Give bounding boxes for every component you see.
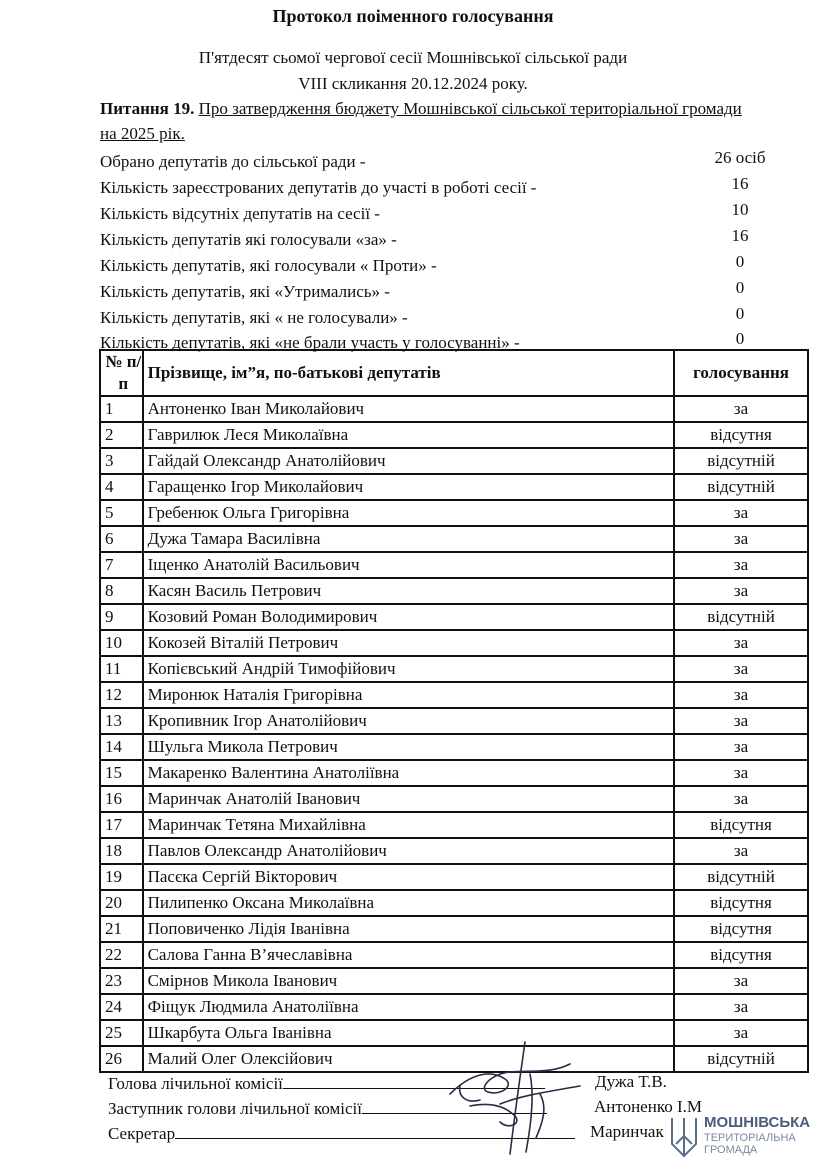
table-row bbox=[100, 448, 808, 474]
vote-result: відсутня bbox=[674, 890, 808, 916]
row-number: 12 bbox=[100, 682, 143, 708]
vote-result: відсутня bbox=[674, 422, 808, 448]
row-number: 15 bbox=[100, 760, 143, 786]
signature-role: Заступник голови лічильної комісії bbox=[108, 1099, 363, 1118]
row-number: 1 bbox=[100, 396, 143, 422]
deputy-name: Маринчак Анатолій Іванович bbox=[143, 786, 675, 812]
col-name-header: Прізвище, ім”я, по-батькові депутатів bbox=[143, 350, 675, 396]
row-number: 26 bbox=[100, 1046, 143, 1072]
watermark-line3: ГРОМАДА bbox=[704, 1144, 758, 1156]
row-number: 18 bbox=[100, 838, 143, 864]
row-number: 3 bbox=[100, 448, 143, 474]
table-row bbox=[100, 552, 808, 578]
row-number: 17 bbox=[100, 812, 143, 838]
vote-result: за bbox=[674, 1020, 808, 1046]
table-row bbox=[100, 864, 808, 890]
deputy-name: Гаврилюк Леся Миколаївна bbox=[143, 422, 675, 448]
row-number: 2 bbox=[100, 422, 143, 448]
stat-label: Кількість депутатів, які « не голосували» - bbox=[100, 308, 408, 327]
voting-table-body bbox=[100, 396, 808, 1072]
table-row bbox=[100, 422, 808, 448]
stat-value: 26 осіб bbox=[714, 148, 766, 167]
deputy-name: Козовий Роман Володимирович bbox=[143, 604, 675, 630]
deputy-name: Гаращенко Ігор Миколайович bbox=[143, 474, 675, 500]
table-row bbox=[100, 604, 808, 630]
table-row bbox=[100, 890, 808, 916]
deputy-name: Фіщук Людмила Анатоліївна bbox=[143, 994, 675, 1020]
table-row bbox=[100, 942, 808, 968]
deputy-name: Гайдай Олександр Анатолійович bbox=[143, 448, 675, 474]
signature-name: Дужа Т.В. bbox=[595, 1072, 667, 1091]
handwritten-signature bbox=[430, 1034, 600, 1159]
table-row bbox=[100, 786, 808, 812]
question-text-2: на 2025 рік. bbox=[100, 124, 185, 143]
vote-result: відсутній bbox=[674, 1046, 808, 1072]
table-row bbox=[100, 682, 808, 708]
row-number: 10 bbox=[100, 630, 143, 656]
table-row bbox=[100, 526, 808, 552]
table-header-row bbox=[100, 350, 808, 396]
deputy-name: Пасєка Сергій Вікторович bbox=[143, 864, 675, 890]
table-row bbox=[100, 630, 808, 656]
deputy-name: Миронюк Наталія Григорівна bbox=[143, 682, 675, 708]
watermark bbox=[666, 1114, 816, 1164]
signature-role: Секретар bbox=[108, 1124, 176, 1143]
row-number: 24 bbox=[100, 994, 143, 1020]
table-row bbox=[100, 396, 808, 422]
document-title: Протокол поіменного голосування bbox=[272, 6, 554, 26]
stat-value: 0 bbox=[735, 304, 745, 323]
row-number: 6 bbox=[100, 526, 143, 552]
question-label: Питання 19. bbox=[100, 99, 195, 118]
question-line-2 bbox=[100, 124, 185, 144]
deputy-name: Копієвський Андрій Тимофійович bbox=[143, 656, 675, 682]
table-row bbox=[100, 760, 808, 786]
vote-result: за bbox=[674, 578, 808, 604]
session-line: П'ятдесят сьомої чергової сесії Мошнівської сільської ради bbox=[198, 48, 628, 67]
vote-result: відсутній bbox=[674, 448, 808, 474]
table-row bbox=[100, 994, 808, 1020]
row-number: 4 bbox=[100, 474, 143, 500]
vote-result: за bbox=[674, 682, 808, 708]
watermark-subtitle bbox=[704, 1132, 796, 1156]
table-row bbox=[100, 708, 808, 734]
deputy-name: Поповиченко Лідія Іванівна bbox=[143, 916, 675, 942]
table-row bbox=[100, 578, 808, 604]
table-row bbox=[100, 812, 808, 838]
watermark-line2: ТЕРИТОРІАЛЬНА bbox=[704, 1132, 796, 1144]
stat-label: Кількість депутатів, які «Утримались» - bbox=[100, 282, 390, 301]
stat-label: Кількість відсутніх депутатів на сесії - bbox=[100, 204, 380, 223]
vote-result: відсутня bbox=[674, 916, 808, 942]
vote-result: відсутній bbox=[674, 474, 808, 500]
vote-result: за bbox=[674, 968, 808, 994]
vote-result: за bbox=[674, 734, 808, 760]
signature-role: Голова лічильної комісії bbox=[108, 1074, 283, 1093]
trident-icon bbox=[668, 1114, 700, 1160]
row-number: 20 bbox=[100, 890, 143, 916]
deputy-name: Пилипенко Оксана Миколаївна bbox=[143, 890, 675, 916]
row-number: 8 bbox=[100, 578, 143, 604]
col-vote-header: голосування bbox=[674, 350, 808, 396]
row-number: 22 bbox=[100, 942, 143, 968]
deputy-name: Салова Ганна В’ячеславівна bbox=[143, 942, 675, 968]
vote-result: за bbox=[674, 786, 808, 812]
row-number: 14 bbox=[100, 734, 143, 760]
signature-name: Маринчак bbox=[590, 1122, 664, 1141]
deputy-name: Павлов Олександр Анатолійович bbox=[143, 838, 675, 864]
stat-label: Кількість зареєстрованих депутатів до участі в роботі сесії - bbox=[100, 178, 537, 197]
vote-result: за bbox=[674, 552, 808, 578]
vote-result: за bbox=[674, 838, 808, 864]
deputy-name: Смірнов Микола Іванович bbox=[143, 968, 675, 994]
vote-result: за bbox=[674, 500, 808, 526]
question-line-1 bbox=[100, 99, 742, 119]
vote-result: за bbox=[674, 994, 808, 1020]
col-number-header: № п/п bbox=[100, 350, 143, 396]
vote-result: за bbox=[674, 656, 808, 682]
deputy-name: Кропивник Ігор Анатолійович bbox=[143, 708, 675, 734]
table-row bbox=[100, 838, 808, 864]
deputy-name: Макаренко Валентина Анатоліївна bbox=[143, 760, 675, 786]
table-row bbox=[100, 734, 808, 760]
stat-label: Кількість депутатів, які голосували « Проти» - bbox=[100, 256, 437, 275]
vote-result: за bbox=[674, 630, 808, 656]
table-row bbox=[100, 474, 808, 500]
vote-result: за bbox=[674, 760, 808, 786]
deputy-name: Гребенюк Ольга Григорівна bbox=[143, 500, 675, 526]
stat-value: 0 bbox=[735, 278, 745, 297]
row-number: 21 bbox=[100, 916, 143, 942]
row-number: 25 bbox=[100, 1020, 143, 1046]
row-number: 9 bbox=[100, 604, 143, 630]
row-number: 5 bbox=[100, 500, 143, 526]
row-number: 13 bbox=[100, 708, 143, 734]
table-row bbox=[100, 916, 808, 942]
stat-value: 0 bbox=[735, 329, 745, 348]
row-number: 19 bbox=[100, 864, 143, 890]
stat-label: Кількість депутатів які голосували «за» - bbox=[100, 230, 397, 249]
row-number: 11 bbox=[100, 656, 143, 682]
vote-result: за bbox=[674, 526, 808, 552]
row-number: 16 bbox=[100, 786, 143, 812]
vote-result: відсутній bbox=[674, 604, 808, 630]
convocation-date-line: VIII скликання 20.12.2024 року. bbox=[298, 74, 528, 93]
watermark-title: МОШНІВСЬКА bbox=[704, 1114, 811, 1131]
vote-result: відсутній bbox=[674, 864, 808, 890]
deputy-name: Шкарбута Ольга Іванівна bbox=[143, 1020, 675, 1046]
table-row bbox=[100, 500, 808, 526]
row-number: 23 bbox=[100, 968, 143, 994]
deputy-name: Антоненко Іван Миколайович bbox=[143, 396, 675, 422]
row-number: 7 bbox=[100, 552, 143, 578]
deputy-name: Касян Василь Петрович bbox=[143, 578, 675, 604]
vote-result: за bbox=[674, 396, 808, 422]
deputy-name: Дужа Тамара Василівна bbox=[143, 526, 675, 552]
stat-value: 16 bbox=[731, 226, 749, 245]
question-text-1: Про затвердження бюджету Мошнівської сільської територіальної громади bbox=[198, 99, 742, 118]
stat-label: Кількість депутатів, які «не брали участь у голосуванні» - bbox=[100, 333, 520, 352]
vote-result: відсутня bbox=[674, 812, 808, 838]
deputy-name: Іщенко Анатолій Васильович bbox=[143, 552, 675, 578]
voting-table bbox=[99, 349, 809, 1073]
deputy-name: Шульга Микола Петрович bbox=[143, 734, 675, 760]
stat-value: 0 bbox=[735, 252, 745, 271]
deputy-name: Малий Олег Олексійович bbox=[143, 1046, 675, 1072]
signature-name: Антоненко І.М bbox=[594, 1097, 702, 1116]
stat-value: 10 bbox=[731, 200, 749, 219]
deputy-name: Маринчак Тетяна Михайлівна bbox=[143, 812, 675, 838]
vote-result: відсутня bbox=[674, 942, 808, 968]
deputy-name: Кокозей Віталій Петрович bbox=[143, 630, 675, 656]
stat-value: 16 bbox=[731, 174, 749, 193]
stat-label: Обрано депутатів до сільської ради - bbox=[100, 152, 366, 171]
table-row bbox=[100, 968, 808, 994]
table-row bbox=[100, 656, 808, 682]
vote-result: за bbox=[674, 708, 808, 734]
